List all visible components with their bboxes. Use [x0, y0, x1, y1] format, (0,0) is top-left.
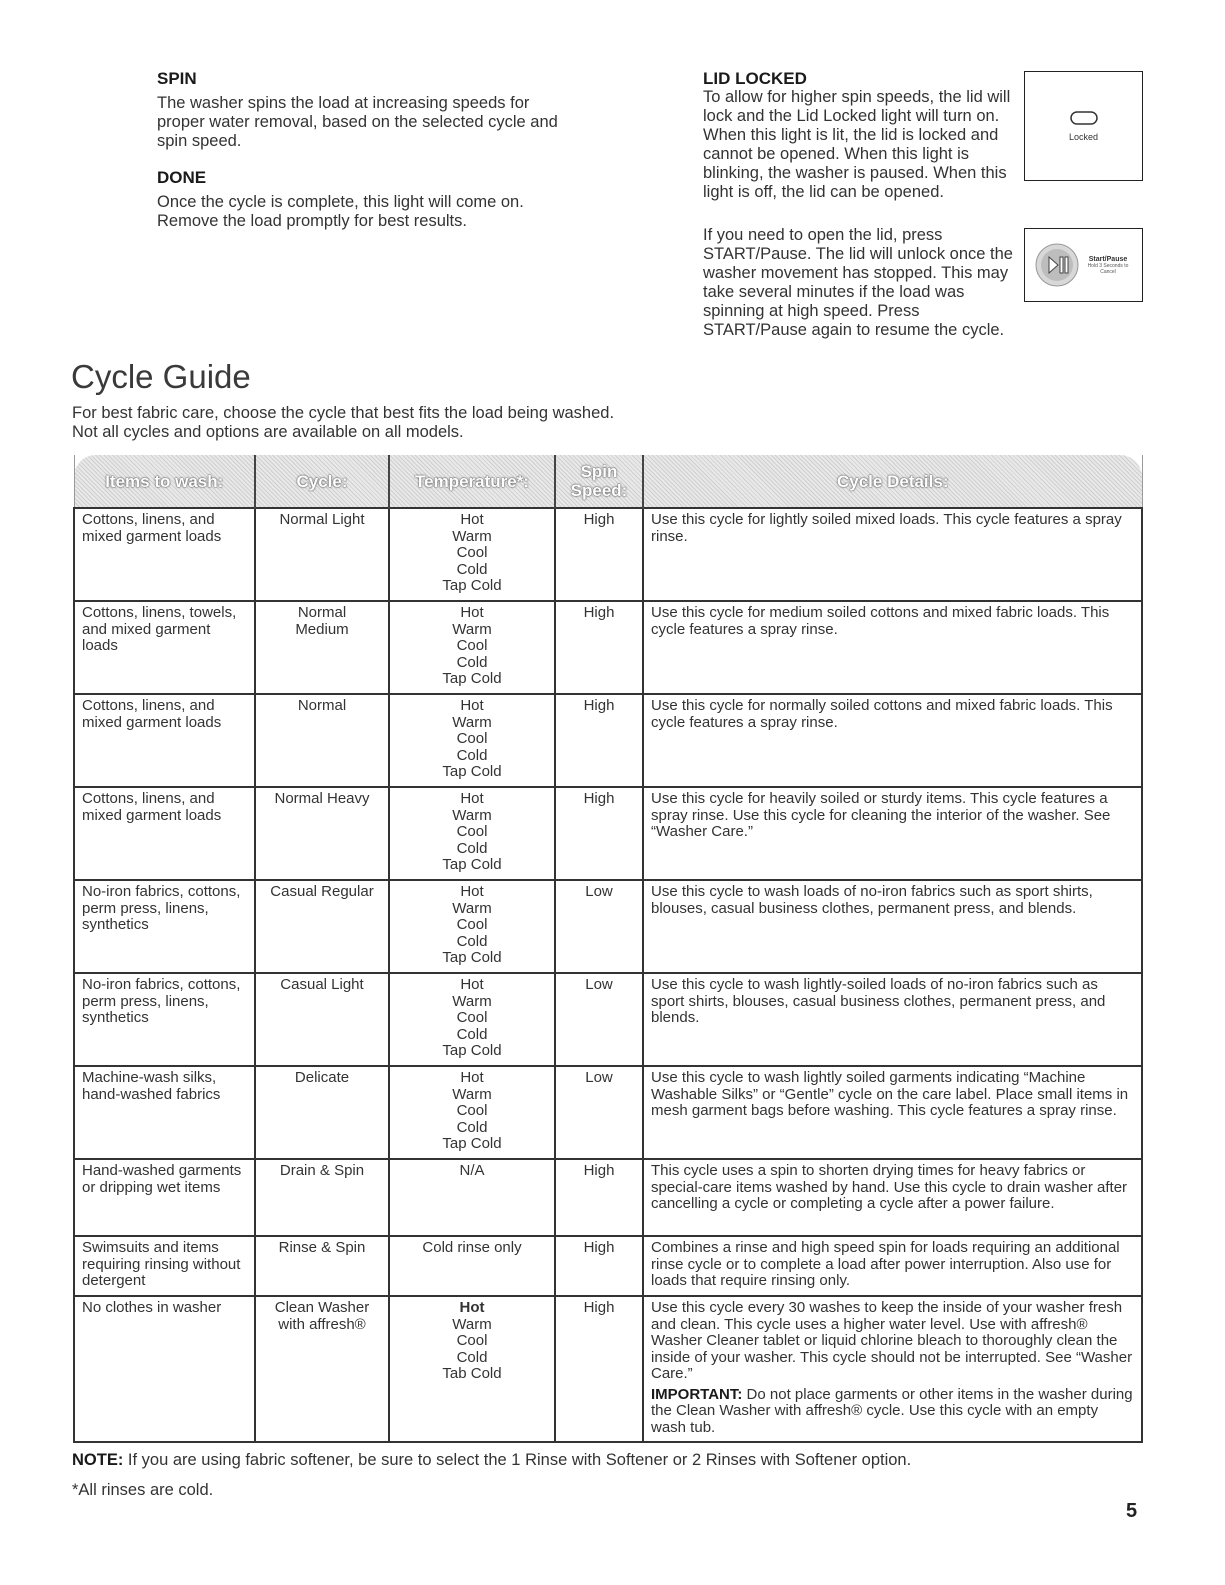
temperature-option: Cold — [456, 746, 488, 764]
important-text: Do not place garments or other items in the washer during the Clean Washer with affresh® cycle. Use this cycle with an empty wash tub. — [651, 1385, 1133, 1436]
cell-items: Cottons, linens, towels, and mixed garment loads — [74, 601, 255, 694]
cell-items: Hand-washed garments or dripping wet items — [74, 1159, 255, 1236]
cell-spin: Low — [555, 1066, 643, 1159]
cell-cycle: Normal — [255, 694, 389, 787]
play-pause-icon — [1034, 242, 1080, 288]
temperature-option: Cool — [456, 1009, 488, 1026]
page-number: 5 — [1126, 1500, 1138, 1522]
note-text: If you are using fabric softener, be sure to select the 1 Rinse with Softener or 2 Rinses with Softener option. — [123, 1451, 912, 1469]
cell-spin: High — [555, 601, 643, 694]
cell-cycle: Normal Medium — [255, 601, 389, 694]
table-row — [74, 508, 1142, 601]
details-text: Use this cycle for medium soiled cottons and mixed fabric loads. This cycle features a spray rinse. — [651, 604, 1110, 638]
cell-items: No clothes in washer — [74, 1296, 255, 1442]
temperature-option: Hot — [460, 976, 484, 993]
cell-details — [643, 1296, 1142, 1442]
cell-cycle: Normal Light — [255, 508, 389, 601]
cell-spin: Low — [555, 880, 643, 973]
table-header-row — [74, 455, 1142, 508]
temperature-option: Warm — [452, 713, 492, 731]
footnote: *All rinses are cold. — [72, 1481, 214, 1499]
cell-items: Cottons, linens, and mixed garment loads — [74, 787, 255, 880]
temperature-option: Warm — [452, 806, 492, 824]
cell-details — [643, 880, 1142, 973]
cell-details — [643, 973, 1142, 1066]
temperature-option: Cool — [456, 730, 488, 747]
temperature-option: Cool — [456, 916, 488, 933]
temperature-option: Warm — [452, 1085, 492, 1103]
temperature-option: Tap Cold — [442, 763, 502, 780]
details-text: Use this cycle for normally soiled cottons and mixed fabric loads. This cycle features a spray rinse. — [651, 697, 1113, 731]
temperature-option: Warm — [452, 992, 492, 1010]
cell-cycle: Normal Heavy — [255, 787, 389, 880]
temperature-option: Cool — [456, 544, 488, 561]
cell-temperature — [389, 1296, 555, 1442]
temperature-option: Cold — [456, 560, 488, 578]
cell-cycle: Casual Light — [255, 973, 389, 1066]
table-row — [74, 880, 1142, 973]
lid-locked-heading: LID LOCKED — [703, 69, 807, 88]
temperature-option: Tap Cold — [442, 1135, 502, 1152]
table-row — [74, 787, 1142, 880]
intro-line-1: For best fabric care, choose the cycle that best fits the load being washed. — [72, 404, 615, 422]
temperature-option: Cool — [456, 1102, 488, 1119]
temperature-option: Cold — [456, 653, 488, 671]
table-row — [74, 1296, 1142, 1442]
note — [72, 1451, 911, 1470]
temperature-option: Cold — [456, 1348, 488, 1366]
cell-cycle: Delicate — [255, 1066, 389, 1159]
temperature-option: Tap Cold — [442, 670, 502, 687]
header-items: Items to wash: — [74, 455, 255, 508]
cell-details — [643, 601, 1142, 694]
cell-details — [643, 508, 1142, 601]
temperature-option: Cold — [456, 1118, 488, 1136]
temperature-option: Cool — [456, 1332, 488, 1349]
spin-heading: SPIN — [157, 69, 197, 88]
table-row — [74, 694, 1142, 787]
details-text: Use this cycle for heavily soiled or sturdy items. This cycle features a spray rinse. Use this cycle for cleaning the interior of the washer. See “Washer Care.” — [651, 790, 1111, 840]
table-row — [74, 1159, 1142, 1236]
lid-locked-body-2: If you need to open the lid, press START/Pause. The lid will unlock once the washer movement has stopped. This may take several minutes if the load was spinning at high speed. Press START/Pause again to resume the cycle. — [703, 226, 1013, 339]
cell-temperature — [389, 508, 555, 601]
cell-temperature — [389, 973, 555, 1066]
cell-spin: High — [555, 1236, 643, 1296]
start-pause-illustration — [1024, 228, 1143, 302]
cycle-guide-title: Cycle Guide — [71, 358, 251, 395]
details-text: Use this cycle to wash lightly-soiled loads of no-iron fabrics such as sport shirts, blouses, casual business clothes, permanent press, and blends. — [651, 976, 1106, 1026]
temperature-option: Warm — [452, 527, 492, 545]
header-cycle: Cycle: — [255, 455, 389, 508]
cell-temperature — [389, 1159, 555, 1236]
locked-icon-label: Locked — [1068, 131, 1099, 142]
cell-cycle: Casual Regular — [255, 880, 389, 973]
temperature-option: Hot — [460, 604, 484, 621]
cell-spin: High — [555, 508, 643, 601]
cell-temperature — [389, 601, 555, 694]
cell-temperature — [389, 1066, 555, 1159]
header-spin-speed — [555, 455, 643, 508]
temperature-option: Hot — [460, 883, 484, 900]
cell-spin: High — [555, 1159, 643, 1236]
lid-locked-body-1: To allow for higher spin speeds, the lid will lock and the Lid Locked light will turn on. When this light is lit, the lid is locked and cannot be opened. When this light is blinking, the washer is paused. When this light is off, the lid can be opened. — [703, 88, 1011, 201]
cell-spin: High — [555, 1296, 643, 1442]
table-row — [74, 973, 1142, 1066]
temperature-option: Tab Cold — [442, 1365, 502, 1382]
cell-cycle: Clean Washer with affresh® — [255, 1296, 389, 1442]
temperature-option: Cold rinse only — [422, 1239, 522, 1256]
cell-spin: High — [555, 694, 643, 787]
cell-spin: High — [555, 787, 643, 880]
details-text: Use this cycle to wash lightly soiled garments indicating “Machine Washable Silks” or “Gentle” cycle on the care label. Place small items in mesh garment bags before washing. This cycle features a spray rinse. — [651, 1069, 1129, 1119]
start-button-sub: Hold 3 Seconds to Cancel — [1087, 262, 1129, 275]
temperature-option: Cold — [456, 932, 488, 950]
cell-details — [643, 1066, 1142, 1159]
cell-details — [643, 1159, 1142, 1236]
temperature-option: Warm — [452, 1315, 492, 1333]
cell-temperature — [389, 1236, 555, 1296]
temperature-option: Cold — [456, 839, 488, 857]
cell-details — [643, 694, 1142, 787]
cell-temperature — [389, 787, 555, 880]
lock-light-icon — [1070, 111, 1098, 125]
cell-cycle: Drain & Spin — [255, 1159, 389, 1236]
spin-body: The washer spins the load at increasing speeds for proper water removal, based on the selected cycle and spin speed. — [157, 94, 558, 150]
temperature-option: Tap Cold — [442, 577, 502, 594]
header-details: Cycle Details: — [643, 455, 1142, 508]
temperature-option: Cool — [456, 823, 488, 840]
cell-cycle: Rinse & Spin — [255, 1236, 389, 1296]
cell-details — [643, 1236, 1142, 1296]
cell-temperature — [389, 694, 555, 787]
note-label: NOTE: — [72, 1451, 124, 1469]
cell-items: Cottons, linens, and mixed garment loads — [74, 694, 255, 787]
cell-items: Machine-wash silks, hand-washed fabrics — [74, 1066, 255, 1159]
cycle-guide-table — [73, 455, 1143, 1443]
details-text: Combines a rinse and high speed spin for loads requiring an additional rinse cycle or to complete a load after power interruption. Also use for loads that require rinsing only. — [651, 1239, 1120, 1289]
cell-items: No-iron fabrics, cottons, perm press, linens, synthetics — [74, 880, 255, 973]
details-text: Use this cycle for lightly soiled mixed loads. This cycle features a spray rinse. — [651, 511, 1122, 545]
important-label: IMPORTANT: — [651, 1385, 743, 1403]
cell-temperature — [389, 880, 555, 973]
temperature-option: N/A — [459, 1162, 485, 1179]
important-note — [651, 1387, 1134, 1437]
header-temperature: Temperature*: — [389, 455, 555, 508]
cell-items: Cottons, linens, and mixed garment loads — [74, 508, 255, 601]
done-body: Once the cycle is complete, this light will come on. Remove the load promptly for best results. — [157, 193, 524, 230]
temperature-option: Hot — [460, 1069, 484, 1086]
intro-line-2: Not all cycles and options are available on all models. — [72, 423, 464, 441]
temperature-option: Cool — [456, 637, 488, 654]
header-spin-line-1: Spin — [580, 462, 618, 481]
temperature-option: Warm — [452, 899, 492, 917]
cell-details — [643, 787, 1142, 880]
locked-light-illustration — [1024, 71, 1143, 181]
details-text: This cycle uses a spin to shorten drying times for heavy fabrics or special-care items washed by hand. Use this cycle to drain washer after cancelling a cycle or completing a cycle after a power failure. — [651, 1162, 1128, 1212]
temperature-option: Tap Cold — [442, 856, 502, 873]
done-heading: DONE — [157, 168, 207, 187]
temperature-option: Tap Cold — [442, 949, 502, 966]
temperature-option: Hot — [460, 697, 484, 714]
temperature-option: Warm — [452, 620, 492, 638]
temperature-option: Cold — [456, 1025, 488, 1043]
cell-items: No-iron fabrics, cottons, perm press, linens, synthetics — [74, 973, 255, 1066]
start-button-label: Start/Pause — [1088, 255, 1128, 263]
table-row — [74, 601, 1142, 694]
cell-items: Swimsuits and items requiring rinsing without detergent — [74, 1236, 255, 1296]
temperature-option: Hot — [460, 511, 484, 528]
details-text: Use this cycle to wash loads of no-iron fabrics such as sport shirts, blouses, casual business clothes, permanent press, and blends. — [651, 883, 1093, 917]
temperature-option: Hot — [459, 1299, 485, 1316]
details-text: Use this cycle every 30 washes to keep the inside of your washer fresh and clean. This cycle uses a higher water level. Use with affresh® Washer Cleaner tablet or liquid chlorine bleach to thoroughly clean the inside of your washer. This cycle should not be interrupted. See “Washer Care.” — [651, 1299, 1133, 1382]
table-row — [74, 1236, 1142, 1296]
table-row — [74, 1066, 1142, 1159]
temperature-option: Tap Cold — [442, 1042, 502, 1059]
header-spin-line-2: Speed: — [570, 481, 628, 500]
temperature-option: Hot — [460, 790, 484, 807]
cell-spin: Low — [555, 973, 643, 1066]
